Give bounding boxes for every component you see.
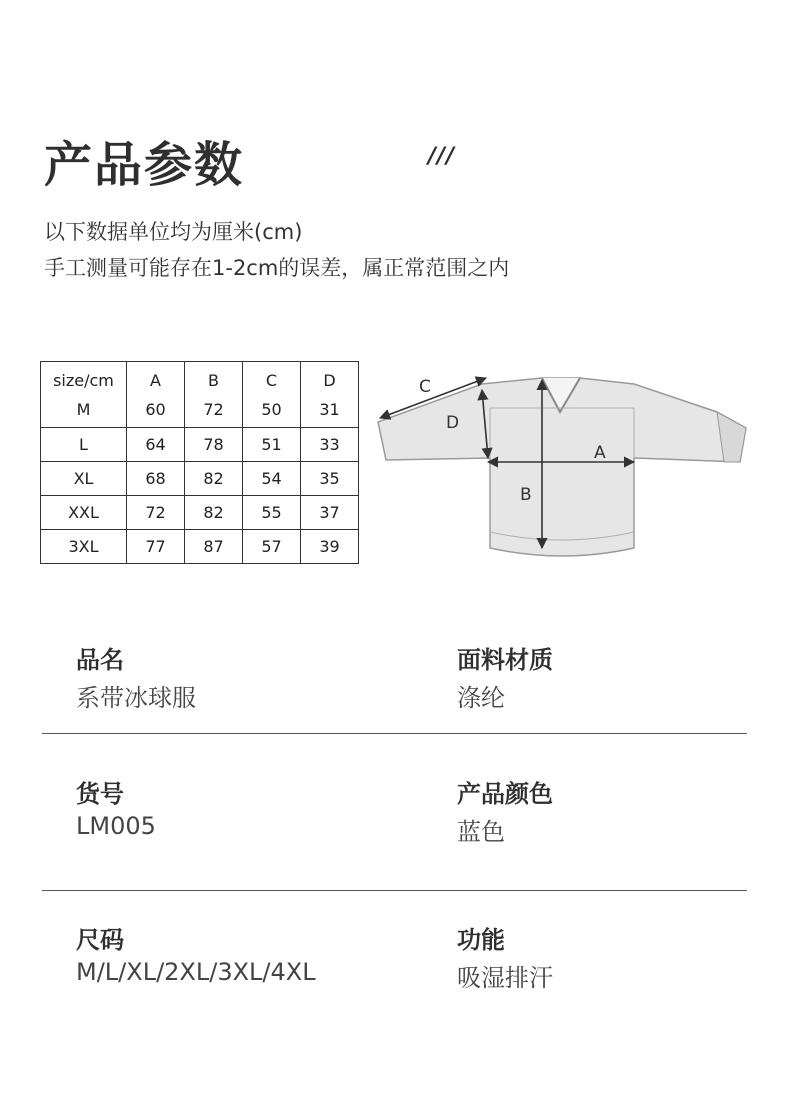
value-cell: 31 <box>319 400 340 419</box>
value-cell: 82 <box>185 462 243 496</box>
size-cell: XXL <box>41 496 127 530</box>
unit-note: 以下数据单位均为厘米(cm) <box>44 220 303 244</box>
label-b: B <box>520 485 532 505</box>
value-cell: 33 <box>301 428 359 462</box>
size-cell: L <box>41 428 127 462</box>
value-cell: 54 <box>243 462 301 496</box>
detail-label-size: 尺码 <box>76 926 124 954</box>
label-c: C <box>419 377 431 397</box>
value-cell: 72 <box>127 496 185 530</box>
size-cell: XL <box>41 462 127 496</box>
value-cell: 60 <box>145 400 166 419</box>
size-cell: M <box>76 400 91 419</box>
detail-value-material: 涤纶 <box>457 684 505 712</box>
detail-label-function: 功能 <box>457 926 505 954</box>
header-cell: A <box>150 371 161 390</box>
value-cell: 68 <box>127 462 185 496</box>
header-cell: B <box>208 371 219 390</box>
detail-label-color: 产品颜色 <box>457 780 553 808</box>
table-cell <box>243 362 301 428</box>
divider <box>42 890 747 891</box>
detail-label-name: 品名 <box>76 646 124 674</box>
value-cell: 77 <box>127 530 185 564</box>
detail-value-name: 系带冰球服 <box>76 684 196 712</box>
table-row <box>41 530 359 564</box>
table-row <box>41 496 359 530</box>
header-cell: D <box>323 371 336 390</box>
page-title: 产品参数 <box>44 137 245 193</box>
table-row <box>41 462 359 496</box>
title-decoration: /// <box>428 144 456 169</box>
value-cell: 50 <box>261 400 282 419</box>
value-cell: 57 <box>243 530 301 564</box>
value-cell: 51 <box>243 428 301 462</box>
detail-label-sku: 货号 <box>76 780 124 808</box>
table-cell <box>41 362 127 428</box>
header-cell: size/cm <box>53 371 114 390</box>
table-cell <box>185 362 243 428</box>
value-cell: 78 <box>185 428 243 462</box>
detail-value-color: 蓝色 <box>457 818 505 846</box>
header-cell: C <box>265 371 278 390</box>
value-cell: 35 <box>301 462 359 496</box>
jersey-diagram <box>372 366 752 566</box>
label-a: A <box>594 443 606 463</box>
table-cell <box>127 362 185 428</box>
error-note: 手工测量可能存在1-2cm的误差，属正常范围之内 <box>44 256 510 280</box>
detail-label-material: 面料材质 <box>457 646 553 674</box>
table-header-row <box>41 362 359 428</box>
detail-value-function: 吸湿排汗 <box>457 964 553 992</box>
value-cell: 55 <box>243 496 301 530</box>
value-cell: 82 <box>185 496 243 530</box>
divider <box>42 733 747 734</box>
size-table <box>40 361 359 564</box>
value-cell: 87 <box>185 530 243 564</box>
label-d: D <box>446 413 460 433</box>
value-cell: 72 <box>203 400 224 419</box>
detail-value-sku: LM005 <box>76 812 156 840</box>
detail-value-size: M/L/XL/2XL/3XL/4XL <box>76 958 316 986</box>
value-cell: 39 <box>301 530 359 564</box>
size-cell: 3XL <box>41 530 127 564</box>
table-cell <box>301 362 359 428</box>
table-row <box>41 428 359 462</box>
value-cell: 64 <box>127 428 185 462</box>
value-cell: 37 <box>301 496 359 530</box>
